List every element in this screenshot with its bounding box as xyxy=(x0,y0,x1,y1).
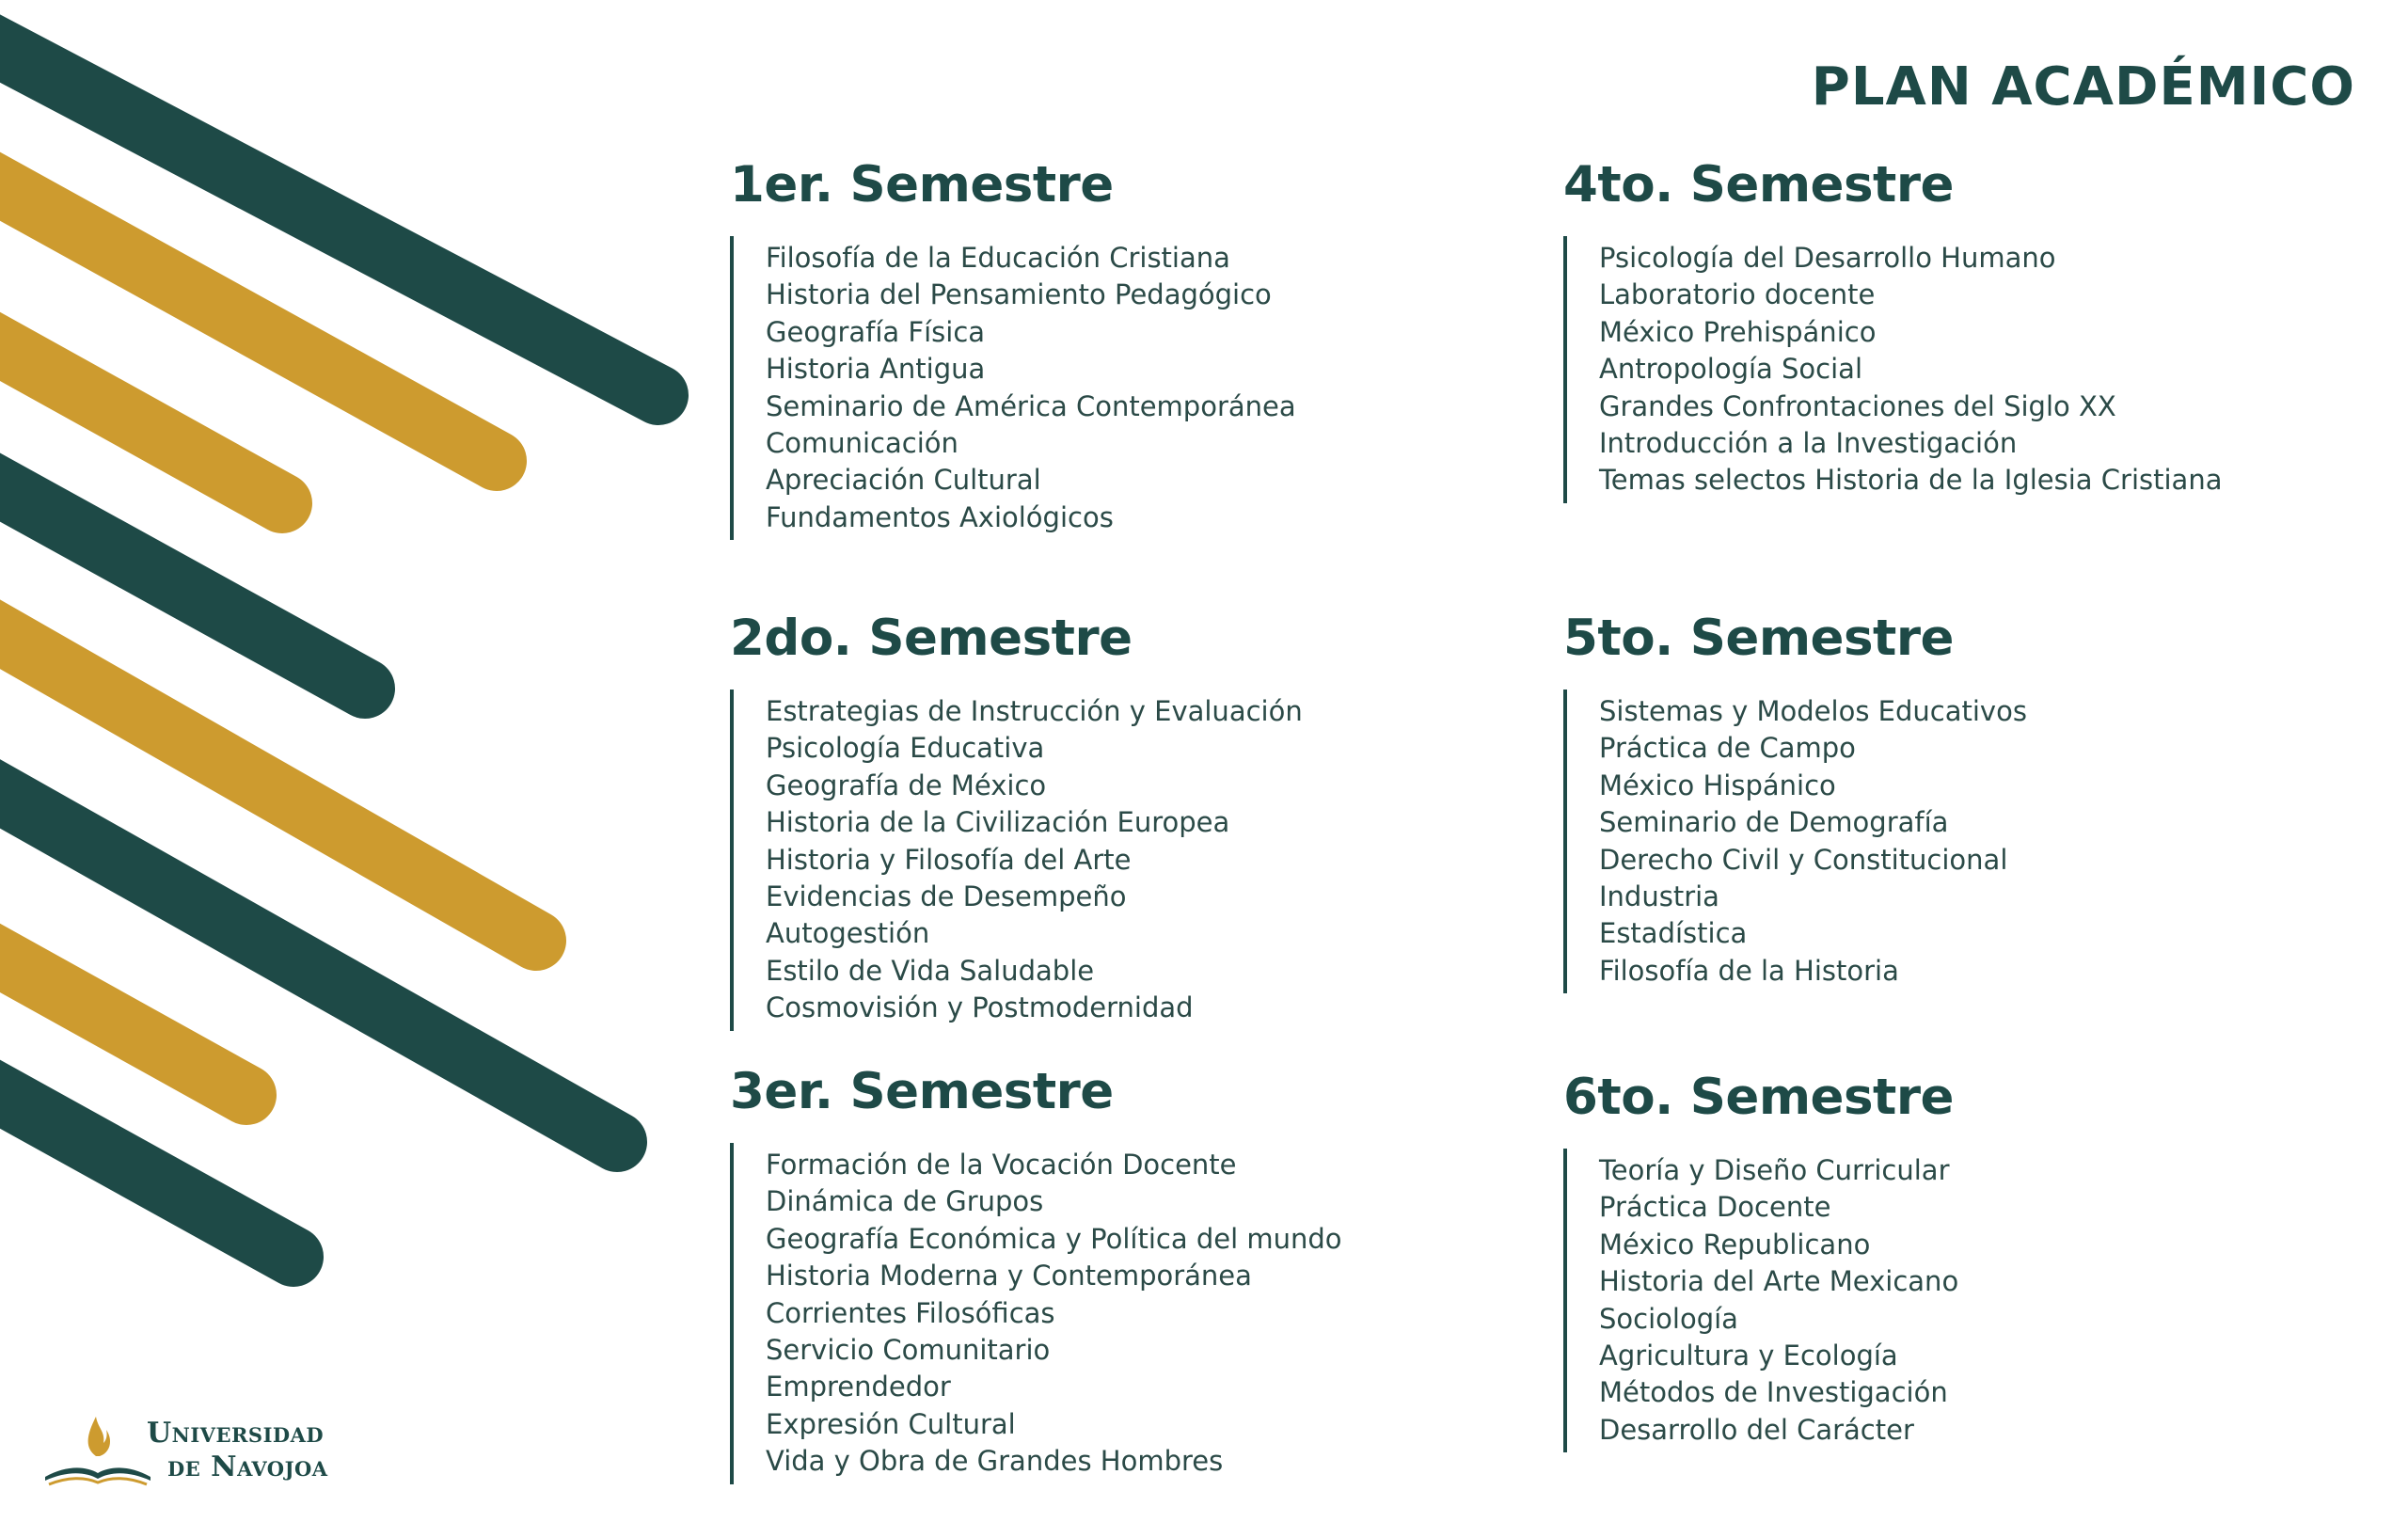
semester-title: 1er. Semestre xyxy=(730,156,1114,214)
course-item: Sistemas y Modelos Educativos xyxy=(1599,695,2027,727)
course-item: Historia de la Civilización Europea xyxy=(766,806,1230,839)
course-item: Dinámica de Grupos xyxy=(766,1185,1044,1218)
semester-6 xyxy=(1563,1069,2335,1452)
course-item: Evidencias de Desempeño xyxy=(766,880,1127,913)
course-list xyxy=(1563,1149,2335,1452)
course-item: Historia Moderna y Contemporánea xyxy=(766,1260,1252,1292)
stripe-gold-4 xyxy=(0,927,246,1095)
course-item: Estadística xyxy=(1599,917,1748,950)
course-list xyxy=(730,1143,1501,1484)
course-item: Psicología Educativa xyxy=(766,732,1045,765)
university-name xyxy=(147,1417,328,1484)
course-item: Industria xyxy=(1599,880,1719,913)
semester-1 xyxy=(730,156,1501,540)
decorative-stripes xyxy=(0,0,715,1317)
flame-book-icon xyxy=(41,1411,154,1486)
course-item: Expresión Cultural xyxy=(766,1407,1016,1440)
course-list xyxy=(1563,690,2335,993)
course-list xyxy=(730,236,1501,540)
course-item: Servicio Comunitario xyxy=(766,1334,1051,1367)
course-item: Vida y Obra de Grandes Hombres xyxy=(766,1445,1224,1478)
course-item: Laboratorio docente xyxy=(1599,278,1876,311)
course-item: Introducción a la Investigación xyxy=(1599,427,2018,460)
semester-title: 6to. Semestre xyxy=(1563,1069,1954,1126)
course-item: Historia Antigua xyxy=(766,353,986,386)
course-item: Grandes Confrontaciones del Siglo XX xyxy=(1599,389,2116,422)
semester-title: 2do. Semestre xyxy=(730,610,1133,667)
course-item: Práctica Docente xyxy=(1599,1191,1831,1224)
course-item: Psicología del Desarrollo Humano xyxy=(1599,242,2056,274)
course-item: Derecho Civil y Constitucional xyxy=(1599,843,2008,876)
course-item: Desarrollo del Carácter xyxy=(1599,1413,1914,1446)
course-item: Filosofía de la Educación Cristiana xyxy=(766,242,1230,274)
course-item: Antropología Social xyxy=(1599,353,1863,386)
course-item: México Republicano xyxy=(1599,1228,1871,1260)
course-item: Emprendedor xyxy=(766,1371,951,1403)
course-item: Autogestión xyxy=(766,917,930,950)
logo-line-2: de Navojoa xyxy=(167,1451,328,1483)
course-item: Geografía Económica y Política del mundo xyxy=(766,1222,1342,1255)
page-title: PLAN ACADÉMICO xyxy=(1811,56,2355,118)
course-item: Estrategias de Instrucción y Evaluación xyxy=(766,695,1303,727)
course-item: México Prehispánico xyxy=(1599,315,1877,348)
course-item: Filosofía de la Historia xyxy=(1599,954,1899,987)
course-item: Historia del Arte Mexicano xyxy=(1599,1265,1959,1298)
course-item: Temas selectos Historia de la Iglesia Cristiana xyxy=(1599,464,2223,497)
course-item: Estilo de Vida Saludable xyxy=(766,954,1095,987)
course-list xyxy=(730,690,1501,1031)
university-logo xyxy=(41,1411,380,1486)
course-item: Seminario de Demografía xyxy=(1599,806,1949,839)
course-item: Historia del Pensamiento Pedagógico xyxy=(766,278,1272,311)
semester-5 xyxy=(1563,610,2335,993)
semester-title: 5to. Semestre xyxy=(1563,610,1954,667)
semester-4 xyxy=(1563,156,2335,503)
course-item: Formación de la Vocación Docente xyxy=(766,1149,1237,1181)
course-item: Teoría y Diseño Curricular xyxy=(1599,1154,1950,1186)
logo-line-1: Universidad xyxy=(147,1417,325,1450)
course-item: Geografía de México xyxy=(766,769,1047,801)
course-item: Historia y Filosofía del Arte xyxy=(766,843,1132,876)
semester-title: 3er. Semestre xyxy=(730,1063,1114,1120)
semester-3 xyxy=(730,1063,1501,1484)
course-item: México Hispánico xyxy=(1599,769,1836,801)
course-item: Geografía Física xyxy=(766,315,986,348)
course-item: Seminario de América Contemporánea xyxy=(766,389,1296,422)
course-item: Fundamentos Axiológicos xyxy=(766,500,1114,533)
course-item: Práctica de Campo xyxy=(1599,732,1856,765)
course-item: Apreciación Cultural xyxy=(766,464,1041,497)
course-list xyxy=(1563,236,2335,503)
course-item: Comunicación xyxy=(766,427,958,460)
course-item: Sociología xyxy=(1599,1302,1738,1335)
course-item: Corrientes Filosóficas xyxy=(766,1296,1055,1329)
semester-title: 4to. Semestre xyxy=(1563,156,1954,214)
course-item: Agricultura y Ecología xyxy=(1599,1340,1898,1372)
course-item: Cosmovisión y Postmodernidad xyxy=(766,991,1194,1024)
semester-2 xyxy=(730,610,1501,1031)
course-item: Métodos de Investigación xyxy=(1599,1376,1948,1409)
